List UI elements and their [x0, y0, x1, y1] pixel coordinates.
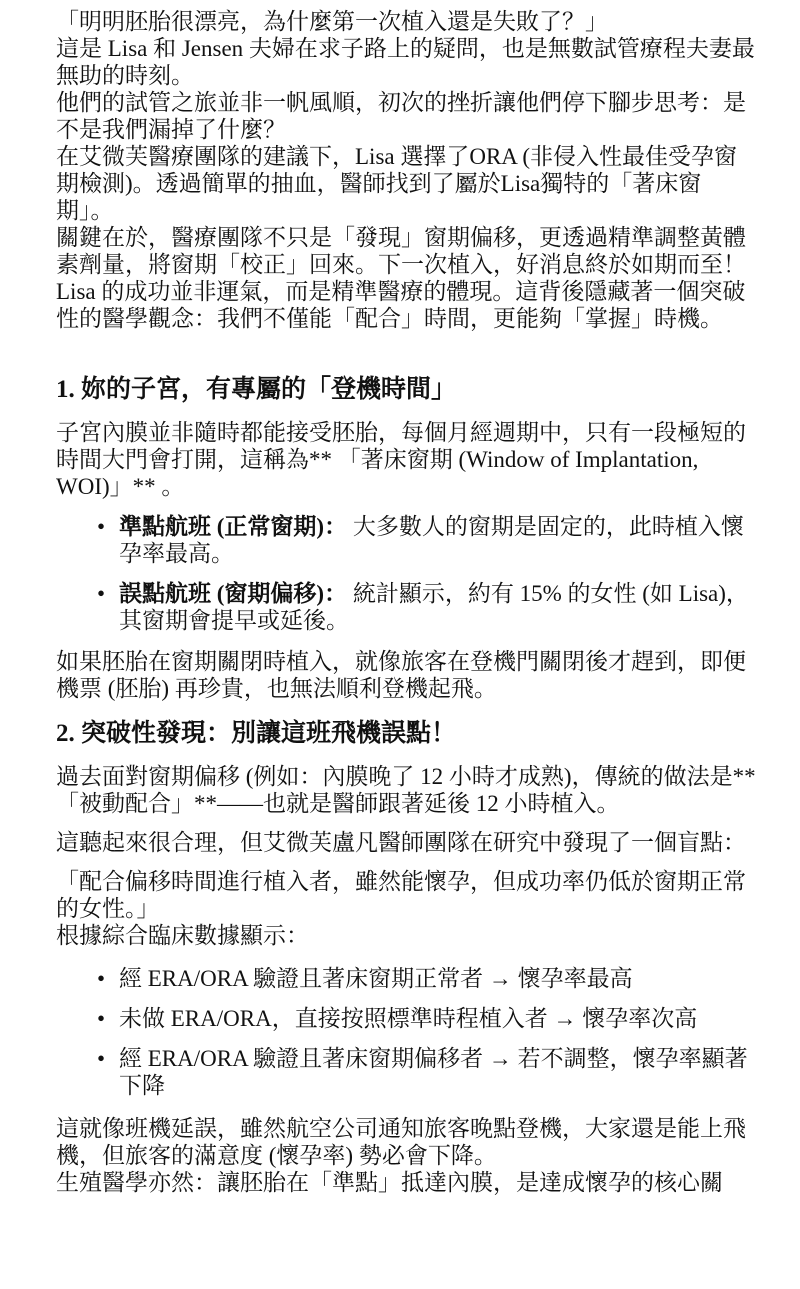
intro-paragraph: 他們的試管之旅並非一帆風順，初次的挫折讓他們停下腳步思考：是不是我們漏掉了什麼？ [56, 90, 746, 142]
intro-paragraph: 關鍵在於，醫療團隊不只是「發現」窗期偏移，更透過精準調整黃體素劑量，將窗期「校正」回來。下一次植入，好消息終於如期而至！ [56, 225, 746, 277]
list-item-text: 大多數人的窗期是固定的，此時植入懷孕率最高。 [119, 514, 744, 566]
section-2-paragraph: 生殖醫學亦然：讓胚胎在「準點」抵達內膜，是達成懷孕的核心關 [56, 1170, 723, 1195]
section-2-paragraph: 這聽起來很合理，但艾微芙盧凡醫師團隊在研究中發現了一個盲點： [56, 830, 746, 855]
list-item-text: 統計顯示，約有 15% 的女性 (如 Lisa)，其窗期會提早或延後。 [119, 581, 749, 633]
section-2-paragraph: 過去面對窗期偏移 (例如：內膜晚了 12 小時才成熟)，傳統的做法是** 「被動配合」**——也就是醫師跟著延後 12 小時植入。 [56, 764, 756, 816]
list-item [56, 965, 756, 992]
bullet-icon: • [97, 514, 106, 539]
section-2-heading: 2. 突破性發現：別讓這班飛機誤點！ [56, 720, 457, 747]
bullet-icon: • [97, 1046, 106, 1071]
list-item-text: 未做 ERA/ORA，直接按照標準時程植入者 → 懷孕率次高 [119, 1006, 698, 1031]
list-item-label: 誤點航班 (窗期偏移)： [119, 581, 348, 606]
list-item-text: 經 ERA/ORA 驗證且著床窗期偏移者 → 若不調整，懷孕率顯著下降 [119, 1046, 748, 1098]
flight-analogy-list [56, 513, 756, 634]
clinical-data-list [56, 965, 756, 1099]
list-item-text: 經 ERA/ORA 驗證且著床窗期正常者 → 懷孕率最高 [119, 966, 633, 991]
intro-paragraph: 這是 Lisa 和 Jensen 夫婦在求子路上的疑問，也是無數試管療程夫妻最無助的時刻。 [56, 36, 755, 88]
section-1-paragraph: 如果胚胎在窗期關閉時植入，就像旅客在登機門關閉後才趕到，即便機票 (胚胎) 再珍貴，也無法順利登機起飛。 [56, 649, 746, 701]
intro-paragraph: 在艾微芙醫療團隊的建議下，Lisa 選擇了ORA (非侵入性最佳受孕窗期檢測)。透過簡單的抽血，醫師找到了屬於Lisa獨特的「著床窗期」。 [56, 144, 738, 223]
intro-paragraph: Lisa 的成功並非運氣，而是精準醫療的體現。這背後隱藏著一個突破性的醫學觀念：我們不僅能「配合」時間，更能夠「掌握」時機。 [56, 279, 746, 331]
intro-quote: 「明明胚胎很漂亮，為什麼第一次植入還是失敗了？」 [56, 9, 608, 34]
list-item [56, 513, 756, 567]
section-2-paragraph: 這就像班機延誤，雖然航空公司通知旅客晚點登機，大家還是能上飛機，但旅客的滿意度 (懷孕率) 勢必會下降。 [56, 1116, 746, 1168]
section-1-paragraph: 子宮內膜並非隨時都能接受胚胎，每個月經週期中，只有一段極短的時間大門會打開，這稱為** 「著床窗期 (Window of Implantation, WOI)」** 。 [56, 420, 746, 499]
list-item [56, 1005, 756, 1032]
list-item [56, 580, 756, 634]
bullet-icon: • [97, 581, 106, 606]
list-item [56, 1045, 756, 1099]
research-quote: 「配合偏移時間進行植入者，雖然能懷孕，但成功率仍低於窗期正常的女性。」 [56, 869, 746, 921]
bullet-icon: • [97, 1006, 106, 1031]
section-1-heading: 1. 妳的子宮，有專屬的「登機時間」 [56, 376, 457, 403]
bullet-icon: • [97, 966, 106, 991]
list-item-label: 準點航班 (正常窗期)： [119, 514, 348, 539]
stats-intro: 根據綜合臨床數據顯示： [56, 923, 309, 948]
article [56, 8, 756, 1196]
